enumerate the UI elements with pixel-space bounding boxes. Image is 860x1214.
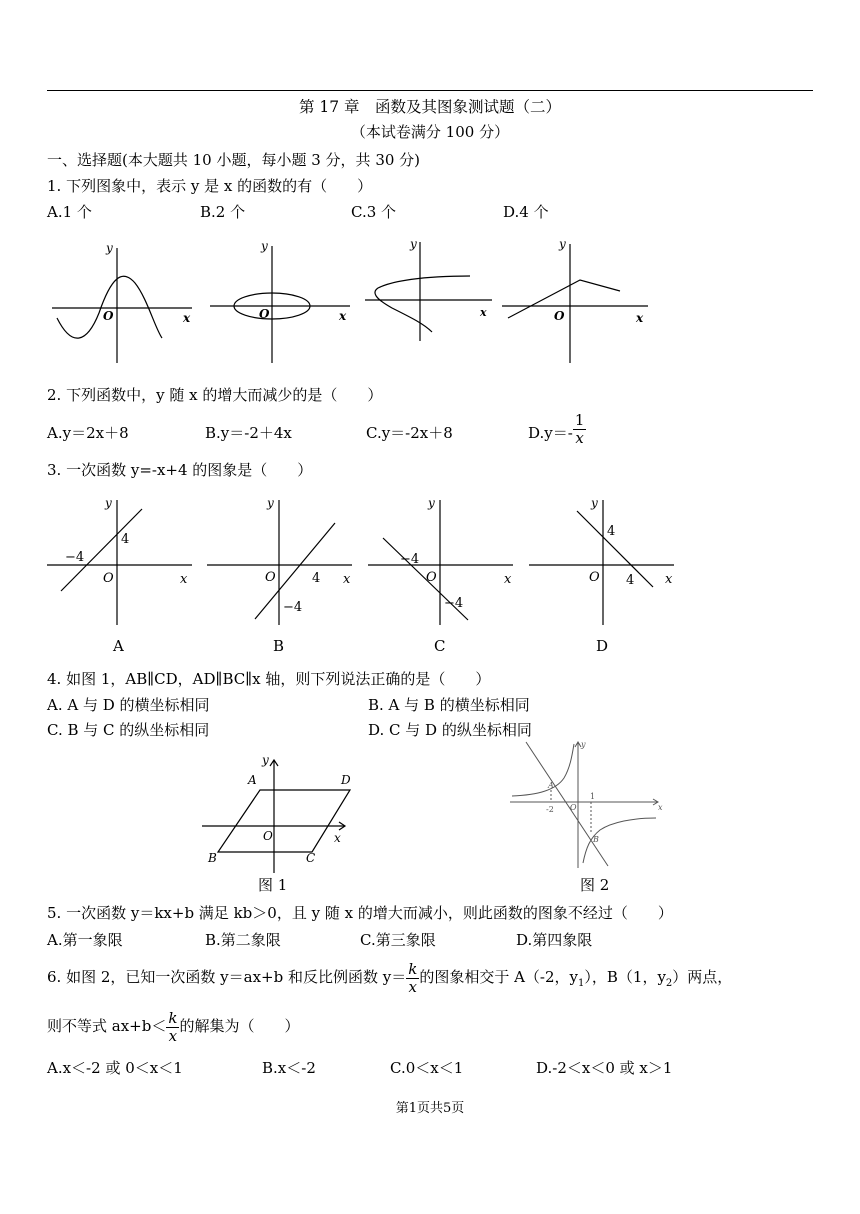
axis-x-label: x [180,572,188,587]
axis-y-label: y [428,496,435,510]
q2-option-c: C.y＝-2x＋8 [366,424,453,442]
q6-option-c: C.0＜x＜1 [390,1059,464,1077]
tick-neg2-label: -2 [546,805,554,814]
q5-stem: 5. 一次函数 y＝kx+b 满足 kb＞0，且 y 随 x 的增大而减小，则此函数的图象不经过（ ） [47,904,673,922]
q1-graph-1 [47,238,197,368]
q3-label-b: B [273,637,285,655]
axis-x-label: x [636,311,644,325]
q5-option-c: C.第三象限 [360,931,436,949]
q6-frac-num: k [168,1009,178,1027]
figure-1-parallelogram [200,748,360,873]
page-subtitle: （本试卷满分 100 分） [350,123,510,141]
page-title: 第 17 章 函数及其图象测试题（二） [298,98,562,116]
q1-graph-2 [205,238,355,368]
point-a-label: A [248,773,257,787]
axis-x-label: x [504,572,512,587]
q2-stem: 2. 下列函数中，y 随 x 的增大而减少的是（ ） [47,386,383,404]
q4-option-b: B. A 与 B 的横坐标相同 [368,696,530,714]
figure-2-caption: 图 2 [580,876,610,894]
q6-option-d: D.-2＜x＜0 或 x＞1 [536,1059,673,1077]
q5-option-d: D.第四象限 [516,931,593,949]
axis-x-label: x [334,831,341,845]
q3-graph-c [368,495,518,625]
intercept-label: −4 [283,600,303,615]
q1-stem: 1. 下列图象中，表示 y 是 x 的函数的有（ ） [47,177,373,195]
point-c-label: C [306,851,316,865]
q5-option-b: B.第二象限 [205,931,281,949]
q2-option-b: B.y＝-2＋4x [205,424,292,442]
q2-frac-num: 1 [574,411,585,429]
q6-line2-b: 的解集为（ ） [179,1017,300,1035]
origin-label: O [263,829,273,843]
q3-label-a: A [113,637,124,655]
q2-fraction [573,412,587,446]
q3-label-c: C [434,637,446,655]
axis-x-label: x [665,572,673,587]
axis-x-label: x [658,803,663,812]
axis-y-label: y [267,496,274,510]
q3-graph-a [47,495,197,625]
axis-x-label: x [343,572,351,587]
q1-option-a: A.1 个 [47,203,92,221]
axis-y-label: y [261,239,268,253]
q4-option-c: C. B 与 C 的纵坐标相同 [47,721,210,739]
origin-label: O [554,309,565,323]
q3-label-d: D [596,637,609,655]
q2-option-a: A.y＝2x＋8 [47,424,129,442]
axis-y-label: y [105,496,112,510]
q6-frac-num: k [408,960,418,978]
axis-x-label: x [339,309,347,323]
q2-option-d [528,411,586,447]
q6-stem-d: ）两点， [672,968,733,986]
axis-x-label: x [183,311,191,325]
axis-y-label: y [410,237,417,251]
q6-option-b: B.x＜-2 [262,1059,316,1077]
q6-stem-c: ），B（1，y [584,968,666,986]
q4-stem: 4. 如图 1，AB∥CD，AD∥BC∥x 轴，则下列说法正确的是（ ） [47,670,491,688]
q6-stem-a: 6. 如图 2，已知一次函数 y＝ax+b 和反比例函数 y＝ [47,968,407,986]
origin-label: O [259,307,270,321]
point-b-label: B [593,835,599,844]
intercept-label: −4 [400,552,420,567]
origin-label: O [103,309,114,323]
q4-option-d: D. C 与 D 的纵坐标相同 [368,721,532,739]
q3-graph-b [207,495,357,625]
origin-label: O [570,803,577,812]
q4-option-a: A. A 与 D 的横坐标相同 [47,696,210,714]
section-heading: 一、选择题(本大题共 10 小题，每小题 3 分，共 30 分) [47,151,421,169]
origin-label: O [265,570,276,585]
q6-stem-b: 的图象相交于 A（-2，y [419,968,578,986]
q3-graph-d [529,495,679,625]
origin-label: O [103,571,114,586]
figure-1-caption: 图 1 [258,876,288,894]
figure-2-hyperbola [508,738,668,873]
q6-frac-den: x [168,1026,178,1045]
q1-option-c: C.3 个 [351,203,397,221]
q6-fraction-1 [406,961,419,995]
q6-stem [47,954,732,1007]
q1-graph-4 [500,236,650,366]
origin-label: O [589,570,600,585]
intercept-label: −4 [444,596,464,611]
intercept-label: 4 [626,573,635,588]
axis-y-label: y [106,241,113,255]
q6-fraction-2 [166,1010,179,1044]
page-footer: 第1页共5页 [395,1101,465,1116]
axis-y-label: y [591,496,598,510]
intercept-label: 4 [607,524,616,539]
origin-label: O [426,570,437,585]
intercept-label: 4 [121,532,130,547]
q1-option-b: B.2 个 [200,203,246,221]
axis-y-label: y [581,740,586,749]
point-d-label: D [341,773,351,787]
tick-1-label: 1 [590,792,596,801]
axis-y-label: y [559,237,566,251]
point-b-label: B [208,851,217,865]
axis-y-label: y [262,753,269,767]
intercept-label: 4 [312,571,321,586]
q1-option-d: D.4 个 [503,203,549,221]
q6-sub2: 2 [665,978,673,989]
q6-line2-a: 则不等式 ax+b＜ [47,1017,167,1035]
q6-frac-den: x [408,977,417,996]
q2-option-d-text: D.y＝- [528,424,573,442]
q6-sub1: 1 [578,978,585,989]
q1-graph-3 [362,236,502,346]
axis-x-label: x [480,306,487,319]
q3-stem: 3. 一次函数 y=-x+4 的图象是（ ） [47,461,313,479]
q2-frac-den: x [575,428,584,447]
q5-option-a: A.第一象限 [47,931,123,949]
q6-option-a: A.x＜-2 或 0＜x＜1 [47,1059,183,1077]
top-rule [47,90,813,91]
point-a-label: A [548,781,554,790]
q6-line2 [47,1003,299,1049]
intercept-label: −4 [65,550,85,565]
